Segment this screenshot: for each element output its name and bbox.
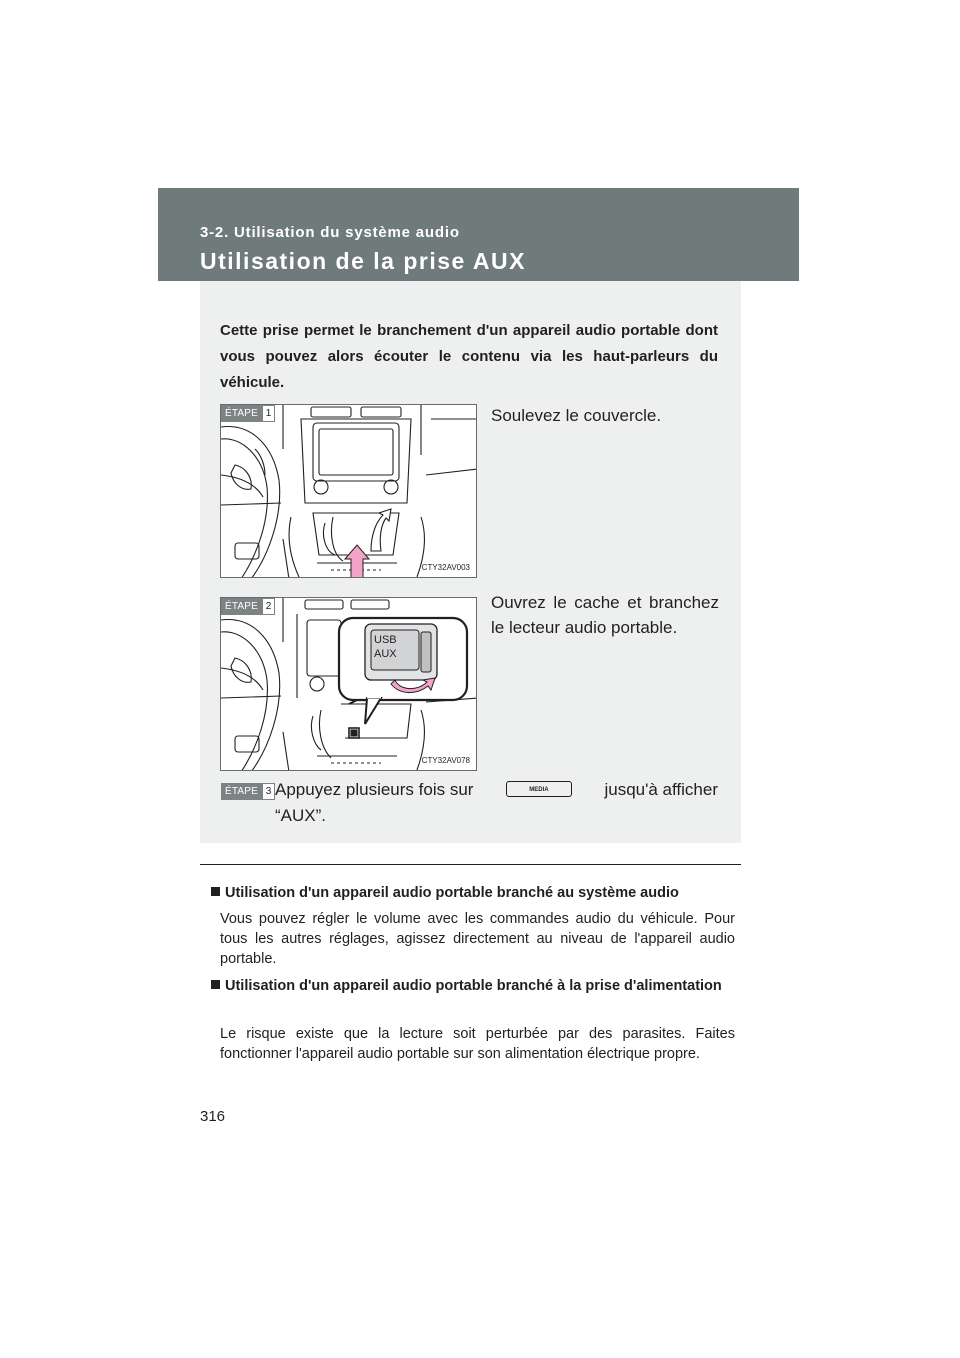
step-badge-word: ÉTAPE bbox=[221, 598, 262, 615]
step1-text: Soulevez le couvercle. bbox=[491, 406, 662, 425]
note2-body: Le risque existe que la lecture soit perturbée par des parasites. Faites fonctionner l'appareil audio portable sur son alimentation électrique propre. bbox=[220, 1026, 735, 1062]
step2-badge bbox=[221, 598, 275, 615]
page-title: Utilisation de la prise AUX bbox=[200, 248, 526, 274]
note2-title: Utilisation d'un appareil audio portable branché à la prise d'alimentation bbox=[211, 976, 735, 997]
callout-labels bbox=[374, 633, 397, 661]
step3-text-after: jusqu'à afficher bbox=[604, 780, 718, 799]
note1-title: Utilisation d'un appareil audio portable branché au système audio bbox=[211, 883, 679, 904]
step-badge-number: 3 bbox=[262, 783, 275, 800]
media-button-icon: MEDIA bbox=[506, 781, 572, 797]
step-badge-number: 1 bbox=[262, 405, 275, 422]
intro-text: Cette prise permet le branchement d'un appareil audio portable dont vous pouvez alors écouter le contenu via les haut-parleurs du véhicule. bbox=[220, 322, 718, 391]
divider bbox=[200, 864, 741, 865]
step2-illustration bbox=[220, 597, 477, 771]
step3-badge bbox=[221, 783, 275, 800]
section-label: 3-2. Utilisation du système audio bbox=[200, 224, 460, 241]
step1-badge bbox=[221, 405, 275, 422]
step-badge-word: ÉTAPE bbox=[221, 405, 262, 422]
step3-text-line2: “AUX”. bbox=[275, 806, 326, 825]
step3-text-before: Appuyez plusieurs fois sur bbox=[275, 780, 474, 799]
square-bullet-icon bbox=[211, 887, 220, 896]
dashboard-cover-drawing bbox=[221, 405, 477, 578]
aux-label: AUX bbox=[374, 648, 397, 660]
image-code: CTY32AV003 bbox=[421, 563, 470, 572]
step2-text: Ouvrez le cache et branchez le lecteur audio portable. bbox=[491, 593, 719, 637]
page-number: 316 bbox=[200, 1108, 226, 1125]
step1-illustration bbox=[220, 404, 477, 578]
note1-body: Vous pouvez régler le volume avec les commandes audio du véhicule. Pour tous les autres réglages, agissez directement au niveau de l'appareil audio portable. bbox=[220, 911, 735, 967]
step-badge-word: ÉTAPE bbox=[221, 783, 262, 800]
square-bullet-icon bbox=[211, 980, 220, 989]
step-badge-number: 2 bbox=[262, 598, 275, 615]
step3-text bbox=[275, 780, 718, 800]
usb-label: USB bbox=[374, 634, 397, 646]
image-code: CTY32AV078 bbox=[421, 756, 470, 765]
aux-jack-drawing bbox=[221, 598, 477, 771]
